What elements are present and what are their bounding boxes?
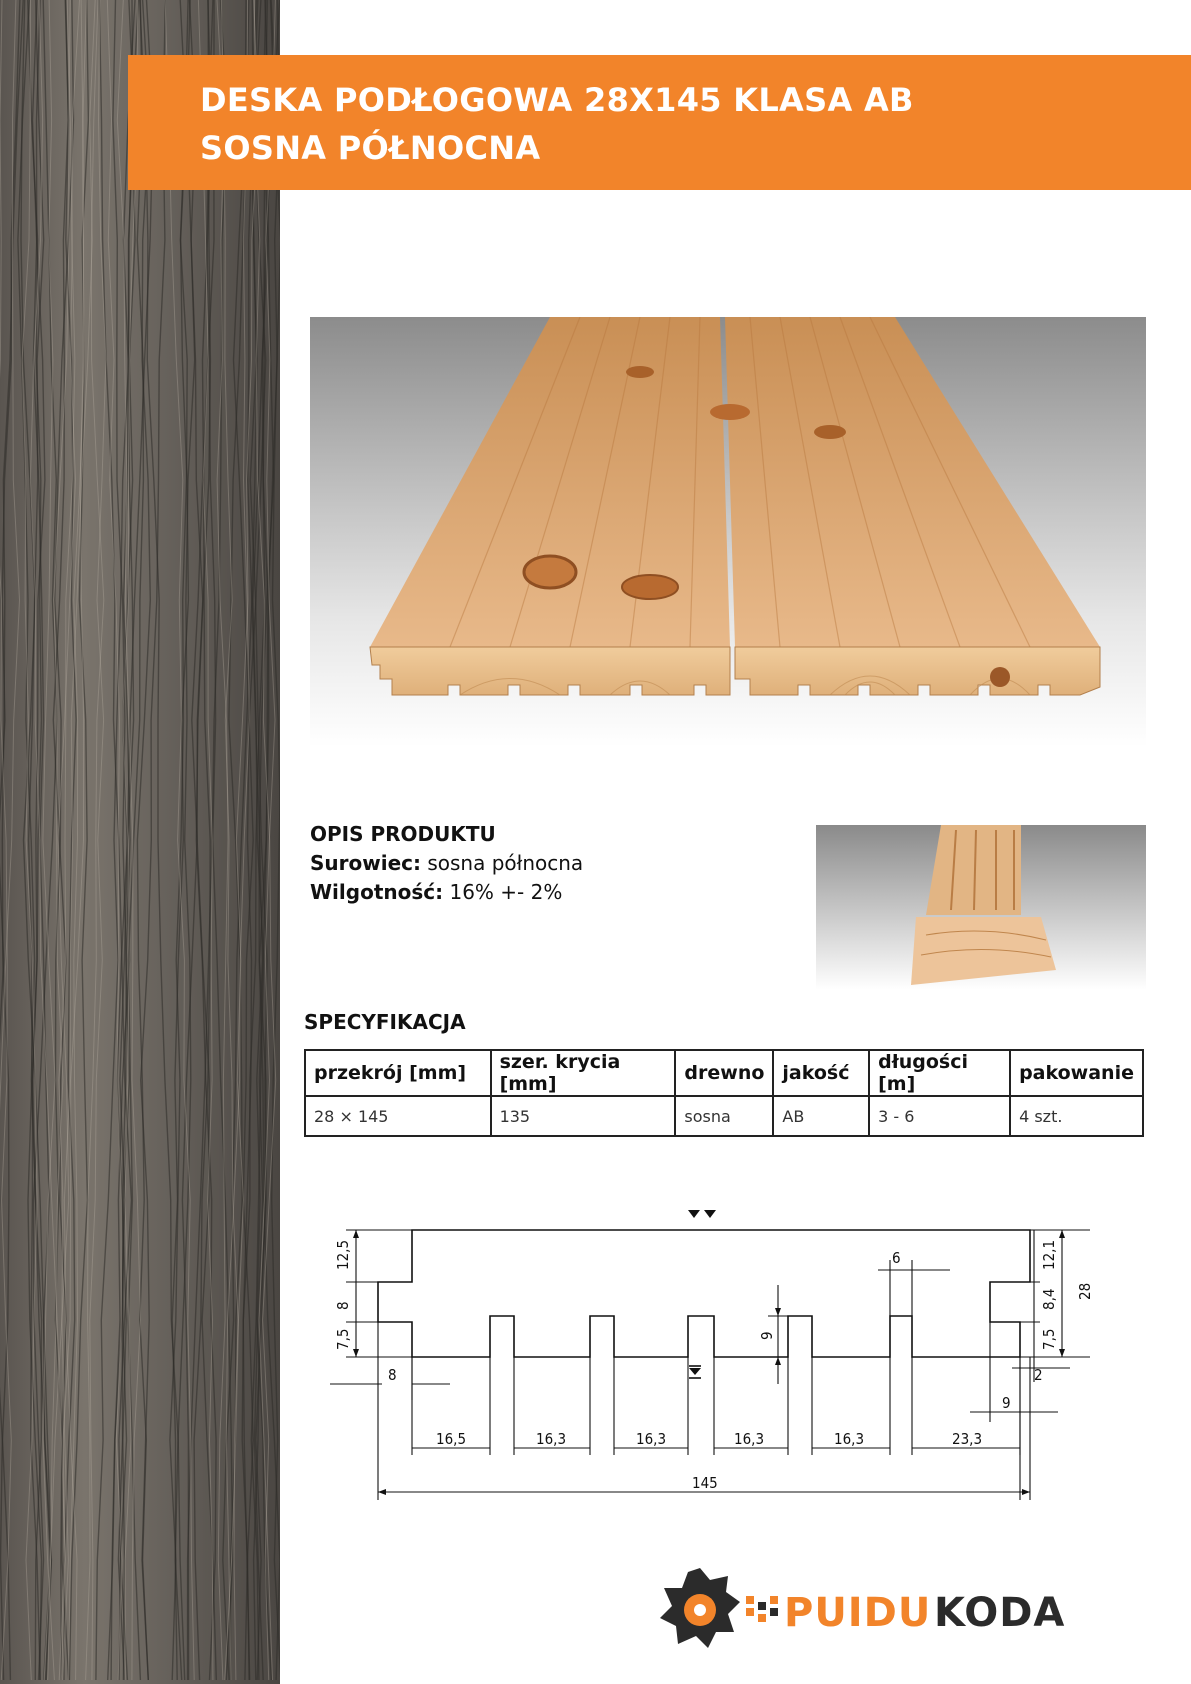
product-photo-side (816, 825, 1146, 990)
surface-marker-icon (688, 1210, 700, 1218)
bottom-marker-icon (689, 1366, 701, 1378)
moisture-label: Wilgotność: (310, 880, 444, 904)
dim-spacing-2: 16,3 (536, 1430, 567, 1448)
dim-groove-width: 6 (892, 1249, 901, 1267)
specification-title: SPECYFIKACJA (304, 1010, 466, 1034)
page-title (200, 76, 1100, 172)
moisture-line (310, 878, 583, 907)
col-cross-section: przekrój [mm] (305, 1050, 491, 1096)
description-heading: OPIS PRODUKTU (310, 822, 496, 846)
col-wood: drewno (675, 1050, 773, 1096)
cell-packaging: 4 szt. (1010, 1096, 1143, 1136)
cell-quality: AB (773, 1096, 869, 1136)
dim-right-mid: 8,4 (1040, 1288, 1058, 1310)
dim-groove-depth: 9 (758, 1331, 776, 1340)
dim-total-width: 145 (692, 1474, 718, 1492)
raw-material-line (310, 849, 583, 878)
raw-material-value: sosna północna (427, 851, 584, 875)
table-header-row (305, 1050, 1143, 1096)
title-line-1: DESKA PODŁOGOWA 28X145 KLASA AB (200, 81, 914, 119)
brand-name-part2: KODA (934, 1590, 1066, 1636)
cross-section-drawing (330, 1200, 1120, 1520)
dim-spacing-4: 16,3 (734, 1430, 765, 1448)
raw-material-label: Surowiec: (310, 851, 421, 875)
product-description (310, 820, 583, 907)
dim-spacing-3: 16,3 (636, 1430, 667, 1448)
col-coverage-width: szer. krycia [mm] (491, 1050, 676, 1096)
title-line-2: SOSNA PÓŁNOCNA (200, 129, 541, 167)
cell-cross-section: 28 × 145 (305, 1096, 491, 1136)
dim-right-low: 7,5 (1040, 1328, 1058, 1350)
saw-blade-icon (660, 1568, 740, 1648)
cell-coverage-width: 135 (491, 1096, 676, 1136)
board-profile (378, 1230, 1030, 1357)
brand-logo (650, 1560, 1120, 1660)
dim-spacing-6: 23,3 (952, 1430, 983, 1448)
cell-lengths: 3 - 6 (869, 1096, 1010, 1136)
dim-right-offset-9: 9 (1002, 1394, 1011, 1412)
product-photo-main (310, 317, 1146, 747)
dim-tongue-width: 8 (388, 1366, 397, 1384)
dim-left-top: 12,5 (334, 1239, 352, 1270)
col-packaging: pakowanie (1010, 1050, 1143, 1096)
dim-thickness: 28 (1076, 1282, 1094, 1300)
wood-texture-strip (0, 0, 280, 1684)
pixel-trail-icon (746, 1596, 778, 1622)
brand-name-part1: PUIDU (784, 1590, 932, 1636)
dim-right-offset-2: 2 (1034, 1366, 1043, 1384)
dim-left-low: 7,5 (334, 1328, 352, 1350)
dim-right-top: 12,1 (1040, 1239, 1058, 1270)
table-row (305, 1096, 1143, 1136)
moisture-value: 16% +- 2% (449, 880, 563, 904)
dim-spacing-5: 16,3 (834, 1430, 865, 1448)
cell-wood: sosna (675, 1096, 773, 1136)
col-lengths: długości [m] (869, 1050, 1010, 1096)
dim-spacing-1: 16,5 (436, 1430, 467, 1448)
surface-marker-icon (704, 1210, 716, 1218)
col-quality: jakość (773, 1050, 869, 1096)
dim-left-mid: 8 (334, 1301, 352, 1310)
specification-table (304, 1049, 1144, 1137)
